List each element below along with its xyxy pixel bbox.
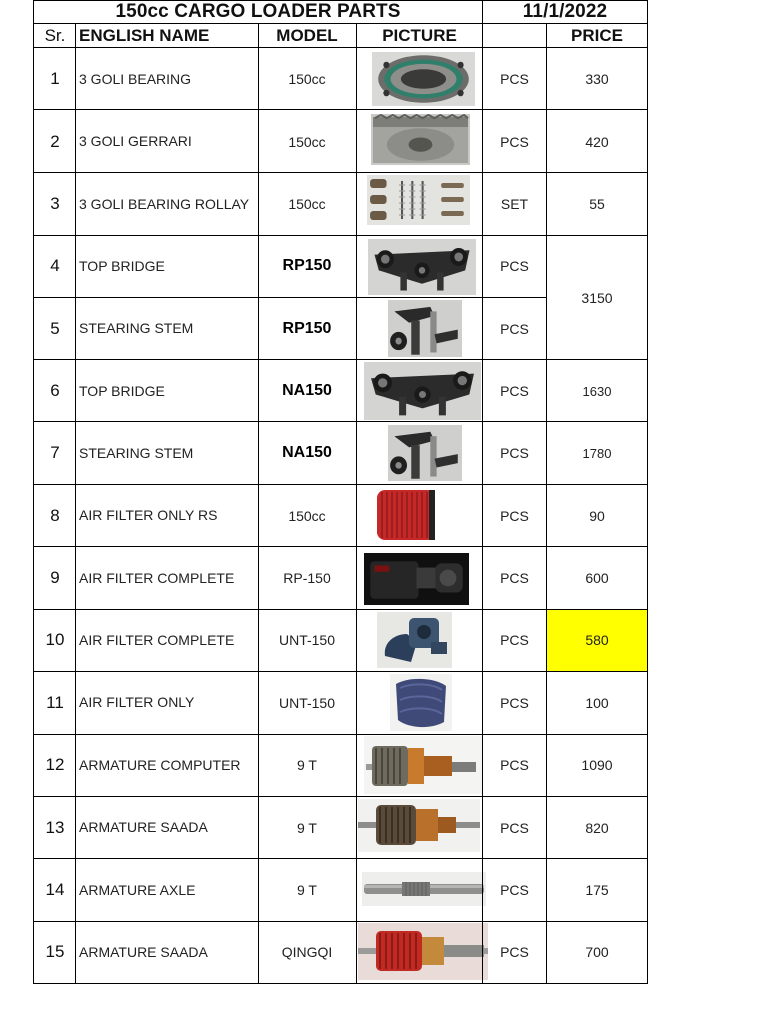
row-8-model: 150cc	[288, 507, 326, 524]
air-filter-housing-photo	[377, 612, 452, 668]
header-unit	[483, 23, 546, 48]
row-11-name: AIR FILTER ONLY	[79, 694, 195, 710]
top-bridge-photo	[364, 362, 481, 420]
row-15-unit: PCS	[500, 944, 529, 960]
sheet-date: 11/1/2022	[522, 1, 608, 22]
grid-line	[33, 172, 648, 173]
row-11-sr: 11	[46, 692, 64, 712]
row-2-unit: PCS	[500, 133, 529, 150]
grid-line	[33, 796, 648, 797]
row-4-5-price: 3150	[581, 289, 613, 306]
row-3-unit: SET	[500, 196, 529, 212]
grid-line	[33, 0, 648, 1]
row-4-sr: 4	[50, 256, 60, 275]
grid-line	[33, 983, 648, 984]
grid-line	[33, 546, 648, 547]
grid-line	[33, 297, 547, 298]
grid-line	[33, 109, 648, 110]
row-12-price: 1090	[581, 757, 613, 773]
row-13-unit: PCS	[500, 819, 529, 836]
red-air-filter-photo	[373, 486, 439, 543]
row-1-price: 330	[585, 71, 609, 87]
row-15-name: ARMATURE SAADA	[79, 943, 208, 960]
grid-line	[33, 359, 648, 360]
row-15-price: 700	[585, 944, 609, 960]
row-11-model: UNT-150	[278, 694, 336, 711]
row-10-unit: PCS	[500, 632, 529, 648]
row-13-name: ARMATURE SAADA	[79, 819, 208, 835]
row-1-unit: PCS	[500, 71, 529, 87]
row-10-sr: 10	[45, 630, 65, 649]
header-sr: Sr.	[44, 25, 66, 45]
row-14-price: 175	[585, 882, 609, 898]
row-7-price: 1780	[582, 445, 612, 461]
grid-line	[647, 0, 648, 984]
row-8-unit: PCS	[500, 507, 529, 524]
row-1-name: 3 GOLI BEARING	[79, 70, 192, 87]
row-8-price: 90	[589, 507, 605, 524]
row-9-price: 600	[585, 570, 609, 586]
row-13-sr: 13	[45, 817, 65, 837]
row-7-sr: 7	[50, 443, 60, 462]
row-12-name: ARMATURE COMPUTER	[79, 756, 241, 773]
row-6-model: NA150	[282, 382, 332, 399]
row-15-sr: 15	[45, 942, 65, 961]
row-1-model: 150cc	[288, 71, 326, 87]
grid-line	[258, 23, 259, 984]
row-12-model: 9 T	[297, 757, 317, 773]
row-12-unit: PCS	[500, 757, 529, 773]
row-13-price: 820	[585, 819, 609, 836]
red-armature-photo	[358, 923, 488, 980]
row-3-price: 55	[589, 196, 605, 212]
grid-line	[33, 734, 648, 735]
grid-line	[33, 921, 648, 922]
grid-line	[33, 484, 648, 485]
grid-line	[356, 23, 357, 984]
row-11-unit: PCS	[500, 694, 529, 711]
row-9-name: AIR FILTER COMPLETE	[79, 569, 235, 586]
row-2-sr: 2	[50, 131, 60, 151]
row-14-model: 9 T	[297, 882, 317, 898]
row-3-name: 3 GOLI BEARING ROLLAY	[79, 195, 250, 212]
header-price: PRICE	[571, 25, 623, 45]
row-8-name: AIR FILTER ONLY RS	[79, 507, 218, 523]
grid-line	[546, 23, 547, 984]
row-9-sr: 9	[50, 568, 60, 587]
grid-line	[75, 23, 76, 984]
row-10-name: AIR FILTER COMPLETE	[79, 631, 235, 648]
row-14-name: ARMATURE AXLE	[79, 881, 196, 898]
row-15-model: QINGQI	[281, 944, 333, 960]
row-9-model: RP-150	[283, 570, 331, 586]
top-bridge-photo	[368, 239, 476, 295]
row-14-unit: PCS	[500, 882, 529, 898]
grid-line	[33, 671, 648, 672]
grid-line	[33, 858, 648, 859]
steering-stem-photo	[388, 425, 462, 481]
rollers-springs-photo	[367, 175, 470, 225]
armature-photo	[358, 799, 480, 852]
header-picture: PICTURE	[382, 25, 457, 45]
row-10-price: 580	[547, 609, 647, 671]
axle-shaft-photo	[362, 872, 486, 906]
row-12-sr: 12	[45, 755, 65, 774]
row-6-name: TOP BRIDGE	[79, 382, 165, 399]
row-7-model: NA150	[282, 444, 332, 461]
grid-line	[33, 0, 34, 984]
grid-line	[33, 23, 648, 24]
row-5-sr: 5	[50, 318, 60, 338]
row-10-model: UNT-150	[278, 632, 336, 648]
row-6-price: 1630	[582, 383, 612, 399]
bearing-plate-photo	[372, 52, 475, 106]
row-5-unit: PCS	[500, 320, 529, 337]
row-4-name: TOP BRIDGE	[79, 257, 165, 274]
row-2-price: 420	[585, 133, 609, 150]
row-4-unit: PCS	[500, 258, 529, 274]
header-model: MODEL	[276, 25, 338, 45]
grid-line	[482, 0, 483, 984]
row-6-sr: 6	[50, 381, 60, 400]
sheet-title: 150cc CARGO LOADER PARTS	[115, 1, 401, 22]
armature-photo	[364, 736, 482, 794]
grid-line	[33, 235, 648, 236]
steering-stem-photo	[388, 300, 462, 357]
row-7-name: STEARING STEM	[79, 444, 194, 461]
row-2-model: 150cc	[288, 133, 326, 150]
row-5-name: STEARING STEM	[79, 320, 194, 336]
row-11-price: 100	[585, 694, 609, 711]
row-7-unit: PCS	[500, 445, 529, 461]
row-4-model: RP150	[282, 257, 332, 274]
grid-line	[33, 421, 648, 422]
row-8-sr: 8	[50, 505, 60, 525]
row-6-unit: PCS	[500, 383, 529, 399]
row-3-sr: 3	[50, 194, 60, 213]
row-14-sr: 14	[45, 880, 65, 899]
grid-line	[33, 47, 648, 48]
foam-filter-photo	[390, 674, 452, 731]
row-3-model: 150cc	[288, 196, 326, 212]
air-filter-box-photo	[364, 553, 469, 605]
row-2-name: 3 GOLI GERRARI	[79, 133, 192, 149]
row-9-unit: PCS	[500, 570, 529, 586]
row-13-model: 9 T	[297, 819, 317, 836]
row-1-sr: 1	[50, 69, 60, 88]
gear-photo	[371, 114, 470, 165]
header-english-name: ENGLISH NAME	[79, 25, 210, 45]
row-5-model: RP150	[282, 319, 332, 337]
grid-line	[33, 609, 648, 610]
